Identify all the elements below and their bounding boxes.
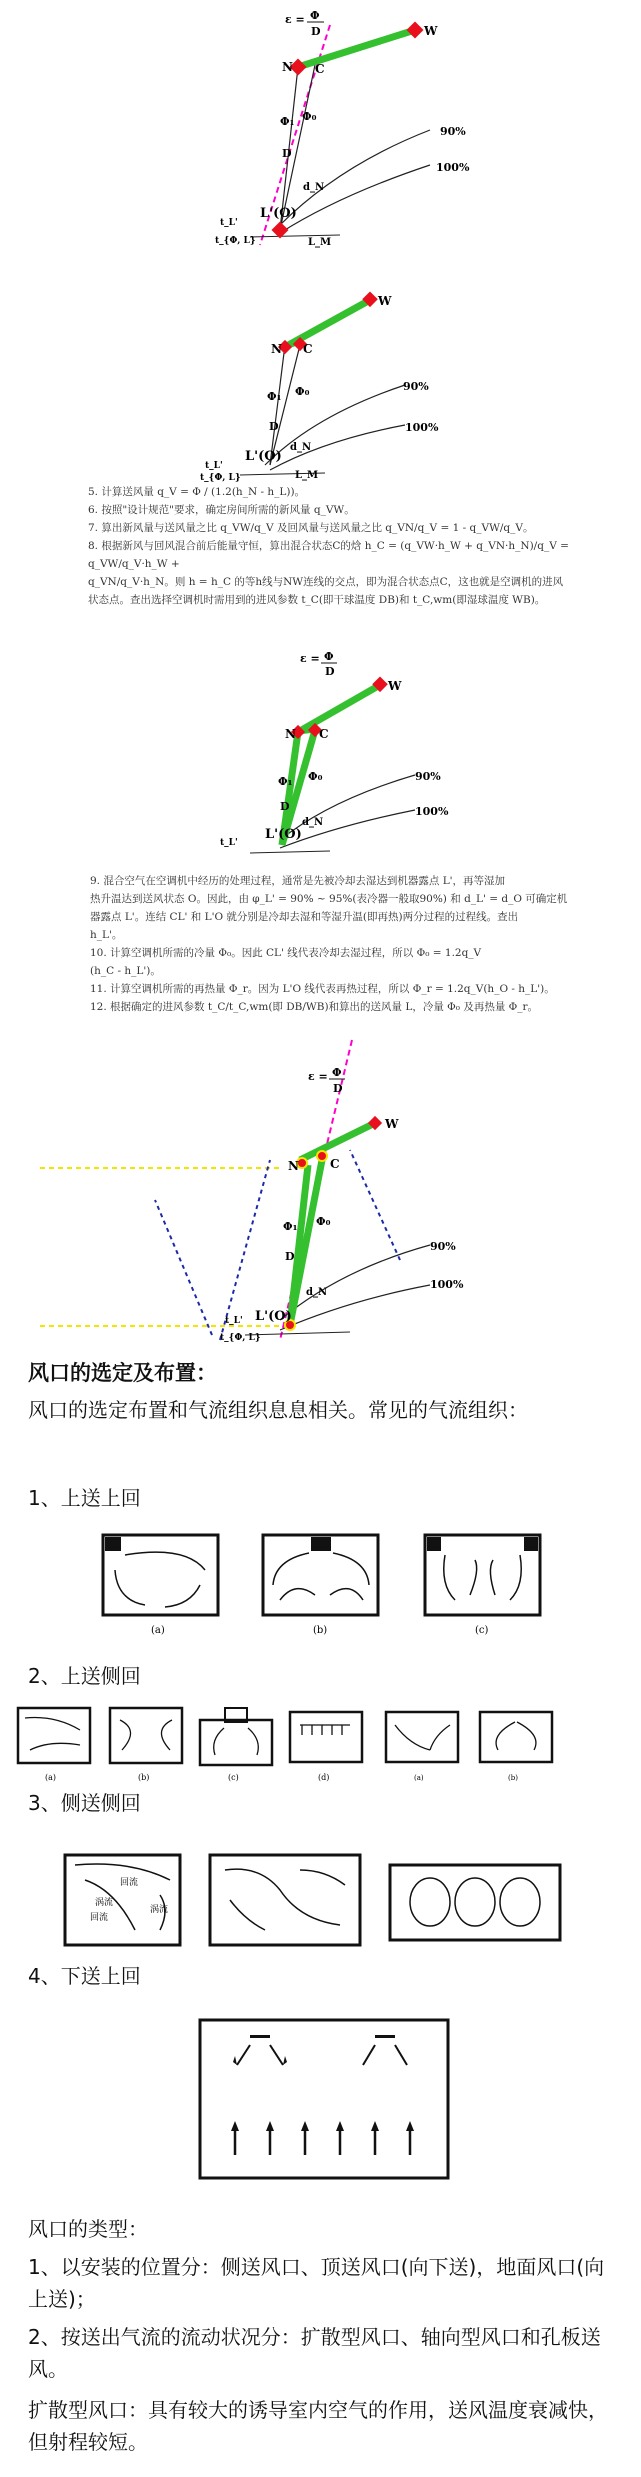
psychro-diagram-3 (190, 650, 450, 860)
step-12: 12. 根据确定的进风参数 t_C/t_C,wm(即 DB/WB)和算出的送风量 L，冷量 Φ₀ 及再热量 Φ_r。 (90, 1001, 539, 1013)
step-5: 5. 计算送风量 q_V = Φ / (1.2(h_N - h_L))。 (88, 486, 306, 498)
d3-phi1: Φ₁ (278, 775, 293, 788)
d3-w: W (388, 679, 402, 693)
label-a-3: (a) (414, 1774, 424, 1782)
d3-eps: ε = (300, 652, 320, 665)
diagram-bottom-supply-top-return (195, 2015, 455, 2185)
d2-dn: d_N (290, 442, 312, 453)
d4-n: N (288, 1159, 299, 1173)
d2-lo: L'(O) (245, 449, 282, 464)
d1-tphi: t_{Φ, L} (215, 236, 256, 246)
d4-tl: t_L' (225, 1316, 243, 1326)
d2-n: N (271, 342, 282, 356)
label-b-2: (b) (138, 1773, 150, 1782)
cat3-label-2: 涡流 (95, 1898, 114, 1908)
d1-eps: ε = (285, 13, 305, 26)
d1-phi1: Φ₁ (280, 115, 295, 128)
d1-d2: D (282, 147, 292, 160)
step-9a: 9. 混合空气在空调机中经历的处理过程，通常是先被冷却去湿达到机器露点 L'，再等湿加 (90, 875, 506, 887)
d3-d2: D (280, 800, 290, 813)
d1-90: 90% (440, 125, 466, 138)
step-10b: (h_C - h_L')。 (90, 965, 161, 977)
d4-w: W (385, 1117, 399, 1131)
label-a-2: (a) (45, 1773, 57, 1782)
category-1: 1、上送上回 (28, 1486, 141, 1510)
d3-dn: d_N (302, 817, 324, 828)
d1-phio: Φ₀ (302, 110, 317, 123)
intro-text: 风口的选定布置和气流组织息息相关。常见的气流组织： (28, 1398, 528, 1422)
d3-n: N (285, 727, 296, 741)
d2-phi1: Φ₁ (267, 390, 282, 403)
label-d-2: (d) (318, 1773, 330, 1782)
d2-w: W (378, 294, 392, 308)
category-3: 3、侧送侧回 (28, 1791, 141, 1815)
type-2: 2、按送出气流的流动状况分：扩散型风口、轴向型风口和孔板送风。 (28, 2325, 601, 2381)
cat3-label-1: 回流 (120, 1878, 139, 1888)
psychro-diagram-2 (185, 265, 439, 483)
step-6: 6. 按照"设计规范"要求，确定房间所需的新风量 q_VW。 (88, 504, 355, 516)
d3-100: 100% (415, 805, 449, 818)
d3-phi: Φ (324, 650, 334, 663)
label-c-1: (c) (475, 1625, 489, 1636)
d4-lo: L'(O) (255, 1309, 292, 1324)
type-1: 1、以安装的位置分：侧送风口、顶送风口(向下送)，地面风口(向上送)； (28, 2255, 605, 2311)
d1-lm: L_M (308, 237, 332, 248)
types-title: 风口的类型： (28, 2217, 148, 2241)
step-10a: 10. 计算空调机所需的冷量 Φ₀。因此 CL' 线代表冷却去湿过程，所以 Φ₀ = 1.2q_V (90, 947, 482, 959)
diagrams-top-supply-top-return (95, 1525, 565, 1655)
step-11: 11. 计算空调机所需的再热量 Φ_r。因为 L'O 线代表再热过程，所以 Φ_r = 1.2q_V(h_O - h_L')。 (90, 983, 555, 995)
d4-100: 100% (430, 1278, 464, 1291)
step-9b: 热升温达到送风状态 O。因此，由 φ_L' = 90% ~ 95%(表冷器一般取90%) 和 d_L' = d_O 可确定机 (90, 893, 568, 905)
category-4: 4、下送上回 (28, 1964, 141, 1988)
d4-d: D (333, 1082, 343, 1095)
label-b-3: (b) (508, 1774, 518, 1782)
step-9c: 器露点 L'。连结 CL' 和 L'O 就分别是冷却去湿和等湿升温(即再热)两分过程的过程线。查出 (90, 911, 519, 923)
d3-lo: L'(O) (265, 827, 302, 842)
d4-90: 90% (430, 1240, 456, 1253)
d2-lm: L_M (295, 470, 319, 481)
step-8a: 8. 根据新风与回风混合前后能量守恒，算出混合状态C的焓 h_C = (q_VW·h_W + q_VN·h_N)/q_V = q_VW/q_V·h_W + (88, 540, 569, 570)
d1-100: 100% (436, 161, 470, 174)
d1-n: N (282, 60, 293, 74)
d4-dn: d_N (306, 1287, 328, 1298)
scan-text-1 (88, 483, 608, 609)
step-7: 7. 算出新风量与送风量之比 q_VW/q_V 及回风量与送风量之比 q_VN/q_V = 1 - q_VW/q_V。 (88, 522, 534, 534)
psychro-diagram-1 (190, 5, 490, 248)
d3-phio: Φ₀ (308, 770, 323, 783)
d2-c: C (303, 342, 313, 356)
step-9d: h_L'。 (90, 929, 123, 941)
scan-text-2 (90, 872, 610, 1016)
d2-90: 90% (403, 380, 429, 393)
d1-c: C (315, 62, 325, 76)
d1-w: W (424, 24, 438, 38)
label-a-1: (a) (151, 1625, 165, 1636)
d1-lo: L'(O) (260, 206, 297, 221)
d1-tl: t_L' (220, 218, 238, 228)
d2-tl: t_L' (205, 461, 223, 471)
d2-d: D (269, 420, 279, 433)
d4-phi1: Φ₁ (283, 1220, 298, 1233)
step-8b: q_VN/q_V·h_N。则 h = h_C 的等h线与NW连线的交点，即为混合状态点C，这也就是空调机的进风 (88, 576, 564, 588)
d4-d2: D (285, 1250, 295, 1263)
type-3: 扩散型风口：具有较大的诱导室内空气的作用，送风温度衰减快，但射程较短。 (28, 2398, 608, 2454)
label-b-1: (b) (313, 1625, 328, 1636)
d3-c: C (319, 727, 329, 741)
step-8c: 状态点。查出选择空调机时需用到的进风参数 t_C(即干球温度 DB)和 t_C,wm(即湿球温度 WB)。 (88, 594, 546, 606)
d4-tphi: t_{Φ, L} (220, 1333, 261, 1343)
d2-100: 100% (405, 421, 439, 434)
cat3-label-4: 涡流 (150, 1905, 169, 1915)
category-2: 2、上送侧回 (28, 1664, 141, 1688)
d2-tphi: t_{Φ, L} (200, 473, 241, 483)
d4-phi: Φ (332, 1066, 342, 1079)
d3-90: 90% (415, 770, 441, 783)
d1-phi: Φ (310, 9, 320, 22)
psychro-diagram-4 (30, 1030, 590, 1350)
d4-c: C (330, 1157, 340, 1171)
diagrams-top-supply-side-return (10, 1700, 630, 1790)
d2-phio: Φ₀ (295, 385, 310, 398)
d1-dn: d_N (303, 182, 325, 193)
cat3-label-3: 回流 (90, 1913, 109, 1923)
d4-eps: ε = (308, 1070, 328, 1083)
label-c-2: (c) (228, 1773, 239, 1782)
d3-d: D (325, 665, 335, 678)
diagrams-side-supply-side-return (60, 1840, 580, 1960)
d4-phio: Φ₀ (316, 1215, 331, 1228)
section-heading: 风口的选定及布置： (28, 1361, 217, 1385)
d3-tl: t_L' (220, 838, 238, 848)
d1-d: D (311, 25, 321, 38)
